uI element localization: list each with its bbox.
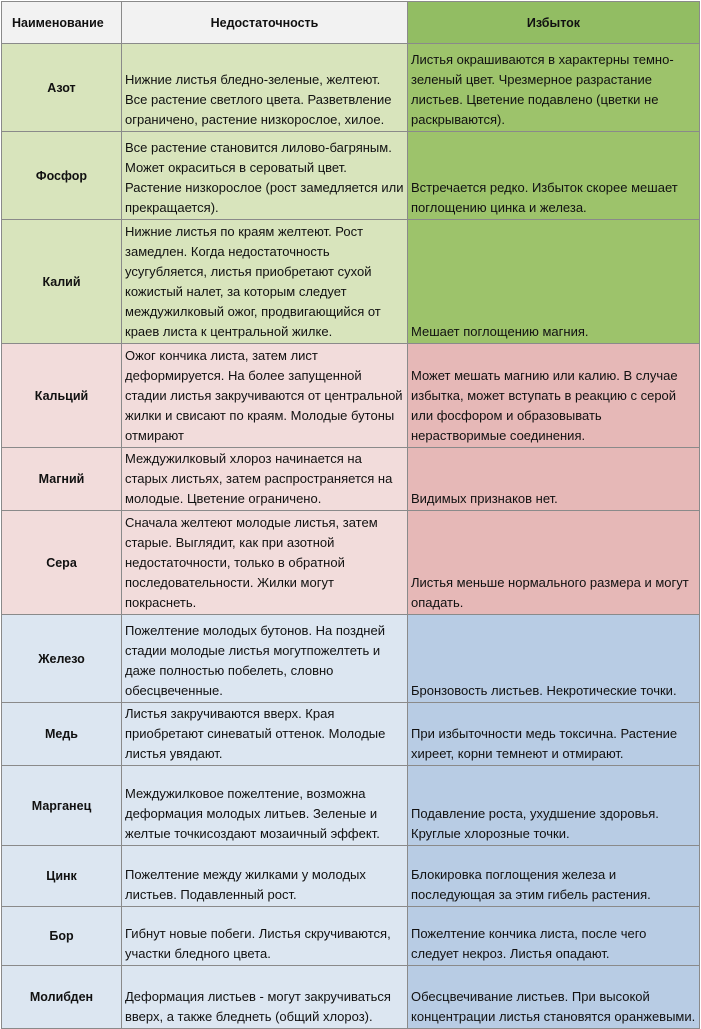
table-row	[2, 703, 700, 766]
element-name: Азот	[2, 44, 122, 132]
excess-cell: Бронзовость листьев. Некротические точки.	[408, 615, 700, 703]
table-row	[2, 220, 700, 344]
element-name: Сера	[2, 511, 122, 615]
table-row	[2, 766, 700, 846]
deficiency-cell: Деформация листьев - могут закручиваться вверх, а также бледнеть (общий хлороз).	[122, 966, 408, 1029]
table-row	[2, 44, 700, 132]
deficiency-cell: Гибнут новые побеги. Листья скручиваются, участки бледного цвета.	[122, 907, 408, 966]
deficiency-cell: Ожог кончика листа, затем лист деформируется. На более запущенной стадии листья закручиваются от центральной жилки и свисают по краям. Молодые бутоны отмирают	[122, 344, 408, 448]
deficiency-cell: Листья закручиваются вверх. Края приобретают синеватый оттенок. Молодые листья увядают.	[122, 703, 408, 766]
deficiency-cell: Сначала желтеют молодые листья, затем старые. Выглядит, как при азотной недостаточности, только в обратной последовательности. Жилки могут покраснеть.	[122, 511, 408, 615]
excess-cell: Пожелтение кончика листа, после чего следует некроз. Листья опадают.	[408, 907, 700, 966]
deficiency-cell: Нижние листья по краям желтеют. Рост замедлен. Когда недостаточность усугубляется, листья приобретают сухой кожистый налет, за которым следует междужилковый ожог, продвигающийся от краев листа к центральной жилке.	[122, 220, 408, 344]
excess-cell: Мешает поглощению магния.	[408, 220, 700, 344]
excess-cell: При избыточности медь токсична. Растение хиреет, корни темнеют и отмирают.	[408, 703, 700, 766]
element-name: Калий	[2, 220, 122, 344]
deficiency-cell: Междужилковый хлороз начинается на старых листьях, затем распространяется на молодые. Цветение ограничено.	[122, 448, 408, 511]
element-name: Марганец	[2, 766, 122, 846]
element-name: Кальций	[2, 344, 122, 448]
excess-cell: Может мешать магнию или калию. В случае избытка, может вступать в реакцию с серой или фосфором и образовывать нерастворимые соединения.	[408, 344, 700, 448]
element-name: Медь	[2, 703, 122, 766]
element-name: Цинк	[2, 846, 122, 907]
table-row	[2, 448, 700, 511]
table-row	[2, 966, 700, 1029]
nutrient-table	[1, 1, 700, 1029]
header-deficiency: Недостаточность	[122, 2, 408, 44]
element-name: Фосфор	[2, 132, 122, 220]
table-row	[2, 511, 700, 615]
deficiency-cell: Междужилковое пожелтение, возможна деформация молодых литьев. Зеленые и желтые точкисоздают мозаичный эффект.	[122, 766, 408, 846]
header-name: Наименование	[2, 2, 122, 44]
element-name: Магний	[2, 448, 122, 511]
excess-cell: Обесцвечивание листьев. При высокой концентрации листья становятся оранжевыми.	[408, 966, 700, 1029]
excess-cell: Видимых признаков нет.	[408, 448, 700, 511]
table-row	[2, 846, 700, 907]
table-row	[2, 344, 700, 448]
element-name: Молибден	[2, 966, 122, 1029]
deficiency-cell: Пожелтение молодых бутонов. На поздней стадии молодые листья могутпожелтеть и даже полностью побелеть, словно обесцвеченные.	[122, 615, 408, 703]
header-excess: Избыток	[408, 2, 700, 44]
table-row	[2, 132, 700, 220]
excess-cell: Блокировка поглощения железа и последующая за этим гибель растения.	[408, 846, 700, 907]
excess-cell: Листья окрашиваются в характерны темно-зеленый цвет. Чрезмерное разрастание листьев. Цветение подавлено (цветки не раскрываются).	[408, 44, 700, 132]
excess-cell: Листья меньше нормального размера и могут опадать.	[408, 511, 700, 615]
element-name: Бор	[2, 907, 122, 966]
excess-cell: Встречается редко. Избыток скорее мешает поглощению цинка и железа.	[408, 132, 700, 220]
table-row	[2, 615, 700, 703]
deficiency-cell: Все растение становится лилово-багряным. Может окраситься в сероватый цвет. Растение низкорослое (рост замедляется или прекращается).	[122, 132, 408, 220]
element-name: Железо	[2, 615, 122, 703]
excess-cell: Подавление роста, ухудшение здоровья. Круглые хлорозные точки.	[408, 766, 700, 846]
table-row	[2, 907, 700, 966]
deficiency-cell: Нижние листья бледно-зеленые, желтеют. Все растение светлого цвета. Разветвление ограничено, растение низкорослое, хилое.	[122, 44, 408, 132]
deficiency-cell: Пожелтение между жилками у молодых листьев. Подавленный рост.	[122, 846, 408, 907]
header-row	[2, 2, 700, 44]
